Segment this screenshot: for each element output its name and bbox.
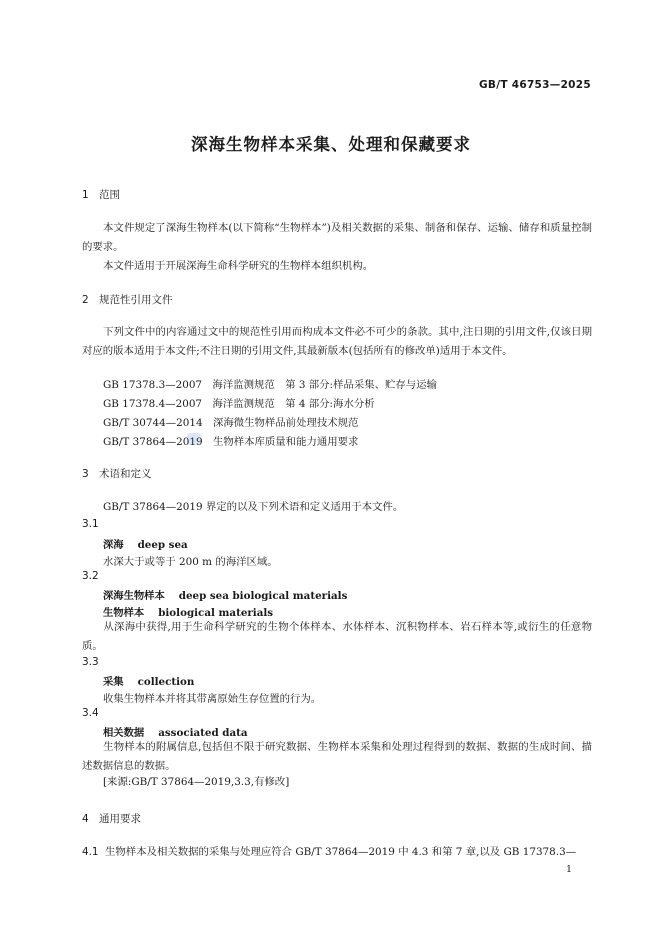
paragraph-text: 本文件适用于开展深海生命科学研究的生物样本组织机构。 <box>103 260 374 272</box>
term-definition: 收集生物样本并将其带离原始生存位置的行为。 <box>103 693 322 705</box>
term-cn: 采集 <box>103 676 124 688</box>
section-number: 3 <box>82 468 89 480</box>
section-3-heading <box>82 466 152 481</box>
term-definition <box>82 618 592 656</box>
clause-4-1 <box>82 843 576 858</box>
term-en: deep sea <box>137 539 188 551</box>
standard-code: GB/T 46753—2025 <box>478 79 591 91</box>
section-title: 范围 <box>99 189 120 201</box>
term-en: deep sea biological materials <box>178 590 348 602</box>
section-title: 术语和定义 <box>99 468 152 480</box>
term-en: collection <box>137 676 195 688</box>
term-number: 3.3 <box>82 656 99 668</box>
section-title: 规范性引用文件 <box>99 294 173 306</box>
paragraph <box>82 257 592 276</box>
paragraph-text: 从深海中获得,用于生命科学研究的生物个体样本、水体样本、沉积物样本、岩石样本等,或衍生的任意物质。 <box>82 621 592 652</box>
term-cn: 深海生物样本 <box>103 590 165 602</box>
term-entry <box>103 673 194 688</box>
term-definition <box>82 738 592 776</box>
term-entry <box>103 536 188 551</box>
term-entry <box>103 724 248 739</box>
term-entry-synonym <box>103 604 273 619</box>
page-number: 1 <box>565 864 572 875</box>
term-cn: 生物样本 <box>103 607 145 619</box>
term-entry <box>103 587 347 602</box>
reference-item: GB 17378.3—2007 海洋监测规范 第 3 部分:样品采集、贮存与运输 <box>103 379 437 391</box>
term-cn: 深海 <box>103 539 124 551</box>
term-number: 3.2 <box>82 570 99 582</box>
term-source: [来源:GB/T 37864—2019,3.3,有修改] <box>103 776 290 788</box>
term-cn: 相关数据 <box>103 727 145 739</box>
term-definition: 水深大于或等于 200 m 的海洋区域。 <box>103 556 278 568</box>
terms-intro: GB/T 37864—2019 界定的以及下列术语和定义适用于本文件。 <box>103 501 404 513</box>
paragraph <box>82 219 592 257</box>
section-number: 1 <box>82 189 89 201</box>
paragraph-text: 生物样本的附属信息,包括但不限于研究数据、生物样本采集和处理过程得到的数据、数据的生成时间、描述数据信息的数据。 <box>82 741 592 772</box>
term-en: biological materials <box>158 607 274 619</box>
document-title: 深海生物样本采集、处理和保藏要求 <box>191 135 471 154</box>
paragraph-text: 下列文件中的内容通过文中的规范性引用而构成本文件必不可少的条款。其中,注日期的引用文件,仅该日期对应的版本适用于本文件;不注日期的引用文件,其最新版本(包括所有的修改单)适用于本文件。 <box>82 326 592 357</box>
section-number: 2 <box>82 294 89 306</box>
term-en: associated data <box>158 727 248 739</box>
reference-item: GB/T 37864—2019 生物样本库质量和能力通用要求 <box>103 436 359 448</box>
section-number: 4 <box>82 813 89 825</box>
section-2-heading <box>82 292 173 307</box>
reference-item: GB/T 30744—2014 深海微生物样品前处理技术规范 <box>103 417 359 429</box>
reference-item: GB 17378.4—2007 海洋监测规范 第 4 部分:海水分析 <box>103 398 375 410</box>
term-number: 3.4 <box>82 707 99 719</box>
watermark-icon <box>186 432 202 446</box>
section-4-heading <box>82 811 141 826</box>
paragraph-text: 本文件规定了深海生物样本(以下简称“生物样本”)及相关数据的采集、制备和保存、运输、储存和质量控制的要求。 <box>82 222 592 253</box>
paragraph <box>82 323 592 361</box>
clause-number: 4.1 <box>82 846 99 858</box>
term-number: 3.1 <box>82 518 99 530</box>
clause-text: 生物样本及相关数据的采集与处理应符合 GB/T 37864—2019 中 4.3 和第 7 章,以及 GB 17378.3— <box>105 846 577 858</box>
section-title: 通用要求 <box>99 813 141 825</box>
section-1-heading <box>82 187 120 202</box>
